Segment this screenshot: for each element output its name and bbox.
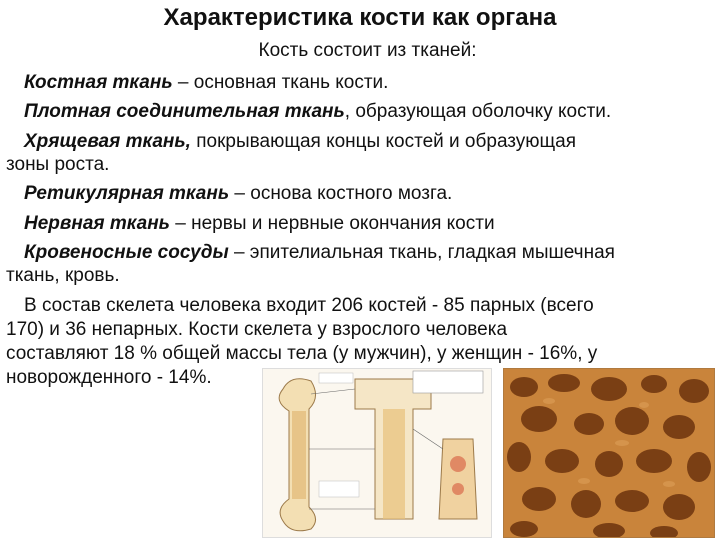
tissue-term: Хрящевая ткань, (24, 131, 191, 152)
spongy-bone-photo (503, 368, 715, 538)
tissue-term: Кровеносные сосуды (24, 242, 229, 263)
tissue-item-nervous (24, 213, 495, 235)
tissue-desc: – основная ткань кости. (172, 72, 389, 93)
tissue-term: Нервная ткань (24, 213, 170, 234)
tissue-term: Плотная соединительная ткань (24, 101, 345, 122)
tissue-desc: – основа костного мозга. (229, 183, 453, 204)
tissue-item-cartilage (24, 131, 576, 153)
bone-diagram-svg (263, 369, 491, 537)
paragraph-line-1: В состав скелета человека входит 206 костей - 85 парных (всего (24, 295, 594, 316)
tissue-term: Костная ткань (24, 72, 173, 93)
tissue-item-vessels-cont: ткань, кровь. (6, 265, 120, 286)
paragraph-line-2: 170) и 36 непарных. Кости скелета у взрослого человека (6, 319, 508, 340)
tissue-desc: покрывающая концы костей и образующая (190, 131, 577, 152)
spongy-bone-svg (504, 369, 714, 537)
tissue-desc: , образующая оболочку кости. (344, 101, 612, 122)
tissue-item-vessels (24, 242, 615, 264)
tissue-item-connective (24, 101, 611, 123)
tissue-item-cartilage-cont: зоны роста. (6, 154, 110, 175)
tissue-term: Ретикулярная ткань (24, 183, 230, 204)
tissue-desc: – эпителиальная ткань, гладкая мышечная (228, 242, 615, 263)
paragraph-line-3: составляют 18 % общей массы тела (у мужчин), у женщин - 16%, у (6, 343, 598, 364)
slide-title: Характеристика кости как органа (163, 4, 557, 31)
paragraph-line-4: новорожденного - 14%. (6, 367, 212, 388)
tissue-item-bone (24, 72, 388, 94)
bone-structure-diagram (262, 368, 492, 538)
tissue-desc: – нервы и нервные окончания кости (169, 213, 495, 234)
tissue-item-reticular (24, 183, 452, 205)
slide-subtitle: Кость состоит из тканей: (258, 40, 477, 61)
